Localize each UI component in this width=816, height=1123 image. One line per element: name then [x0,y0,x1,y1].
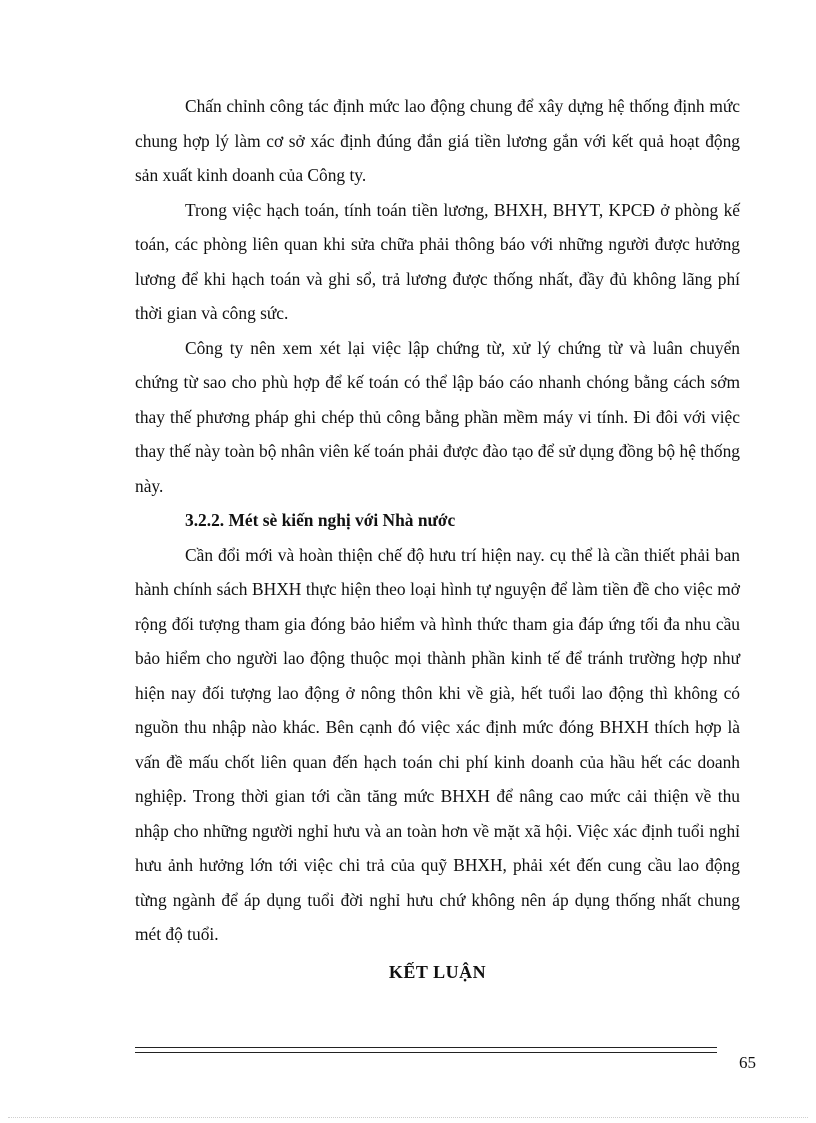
page-bottom-dotted-edge [8,1117,808,1118]
page-number: 65 [739,1053,756,1072]
body-text [135,89,740,992]
section-heading-state-recommendations: 3.2.2. Mét sè kiến nghị với Nhà nước [185,510,456,530]
paragraph-accounting-notice: Trong việc hạch toán, tính toán tiền lương, BHXH, BHYT, KPCĐ ở phòng kế toán, các phòng liên quan khi sửa chữa phải thông báo với những người được hưởng lương để khi hạch toán và ghi sổ, trả lương được thống nhất, đầy đủ không lãng phí thời gian và công sức. [135,199,740,323]
paragraph-norm-management: Chấn chỉnh công tác định mức lao động chung để xây dựng hệ thống định mức chung hợp lý làm cơ sở xác định đúng đắn giá tiền lương gắn với kết quả hoạt động sản xuất kinh doanh của Công ty. [135,96,740,185]
paragraph-pension-reform: Cần đổi mới và hoàn thiện chế độ hưu trí hiện nay. cụ thể là cần thiết phải ban hành chính sách BHXH thực hiện theo loại hình tự nguyện để làm tiền đề cho việc mở rộng đối tượng tham gia đóng bảo hiểm và hình thức tham gia đáp ứng tối đa nhu cầu bảo hiểm cho người lao động thuộc mọi thành phần kinh tế để tránh trường hợp như hiện nay đối tượng lao động ở nông thôn khi về già, hết tuổi lao động thì không có nguồn thu nhập nào khác. Bên cạnh đó việc xác định mức đóng BHXH thích hợp là vấn đề mấu chốt liên quan đến hạch toán chi phí kinh doanh của hầu hết các doanh nghiệp. Trong thời gian tới cần tăng mức BHXH để nâng cao mức cải thiện về thu nhập cho những người nghỉ hưu và an toàn hơn về mặt xã hội. Việc xác định tuổi nghỉ hưu ảnh hưởng lớn tới việc chi trả của quỹ BHXH, phải xét đến cung cầu lao động từng ngành để áp dụng tuổi đời nghỉ hưu chứ không nên áp dụng thống nhất chung mét độ tuổi. [135,544,740,944]
paragraph-document-flow: Công ty nên xem xét lại việc lập chứng từ, xử lý chứng từ và luân chuyển chứng từ sao cho phù hợp để kế toán có thể lập báo cáo nhanh chóng bằng cách sớm thay thế phương pháp ghi chép thủ công bằng phần mềm máy vi tính. Đi đôi với việc thay thế này toàn bộ nhân viên kế toán phải được đào tạo để sử dụng đồng bộ hệ thống này. [135,337,740,496]
footer-double-rule [135,1047,717,1053]
conclusion-heading: KẾT LUẬN [388,961,487,982]
